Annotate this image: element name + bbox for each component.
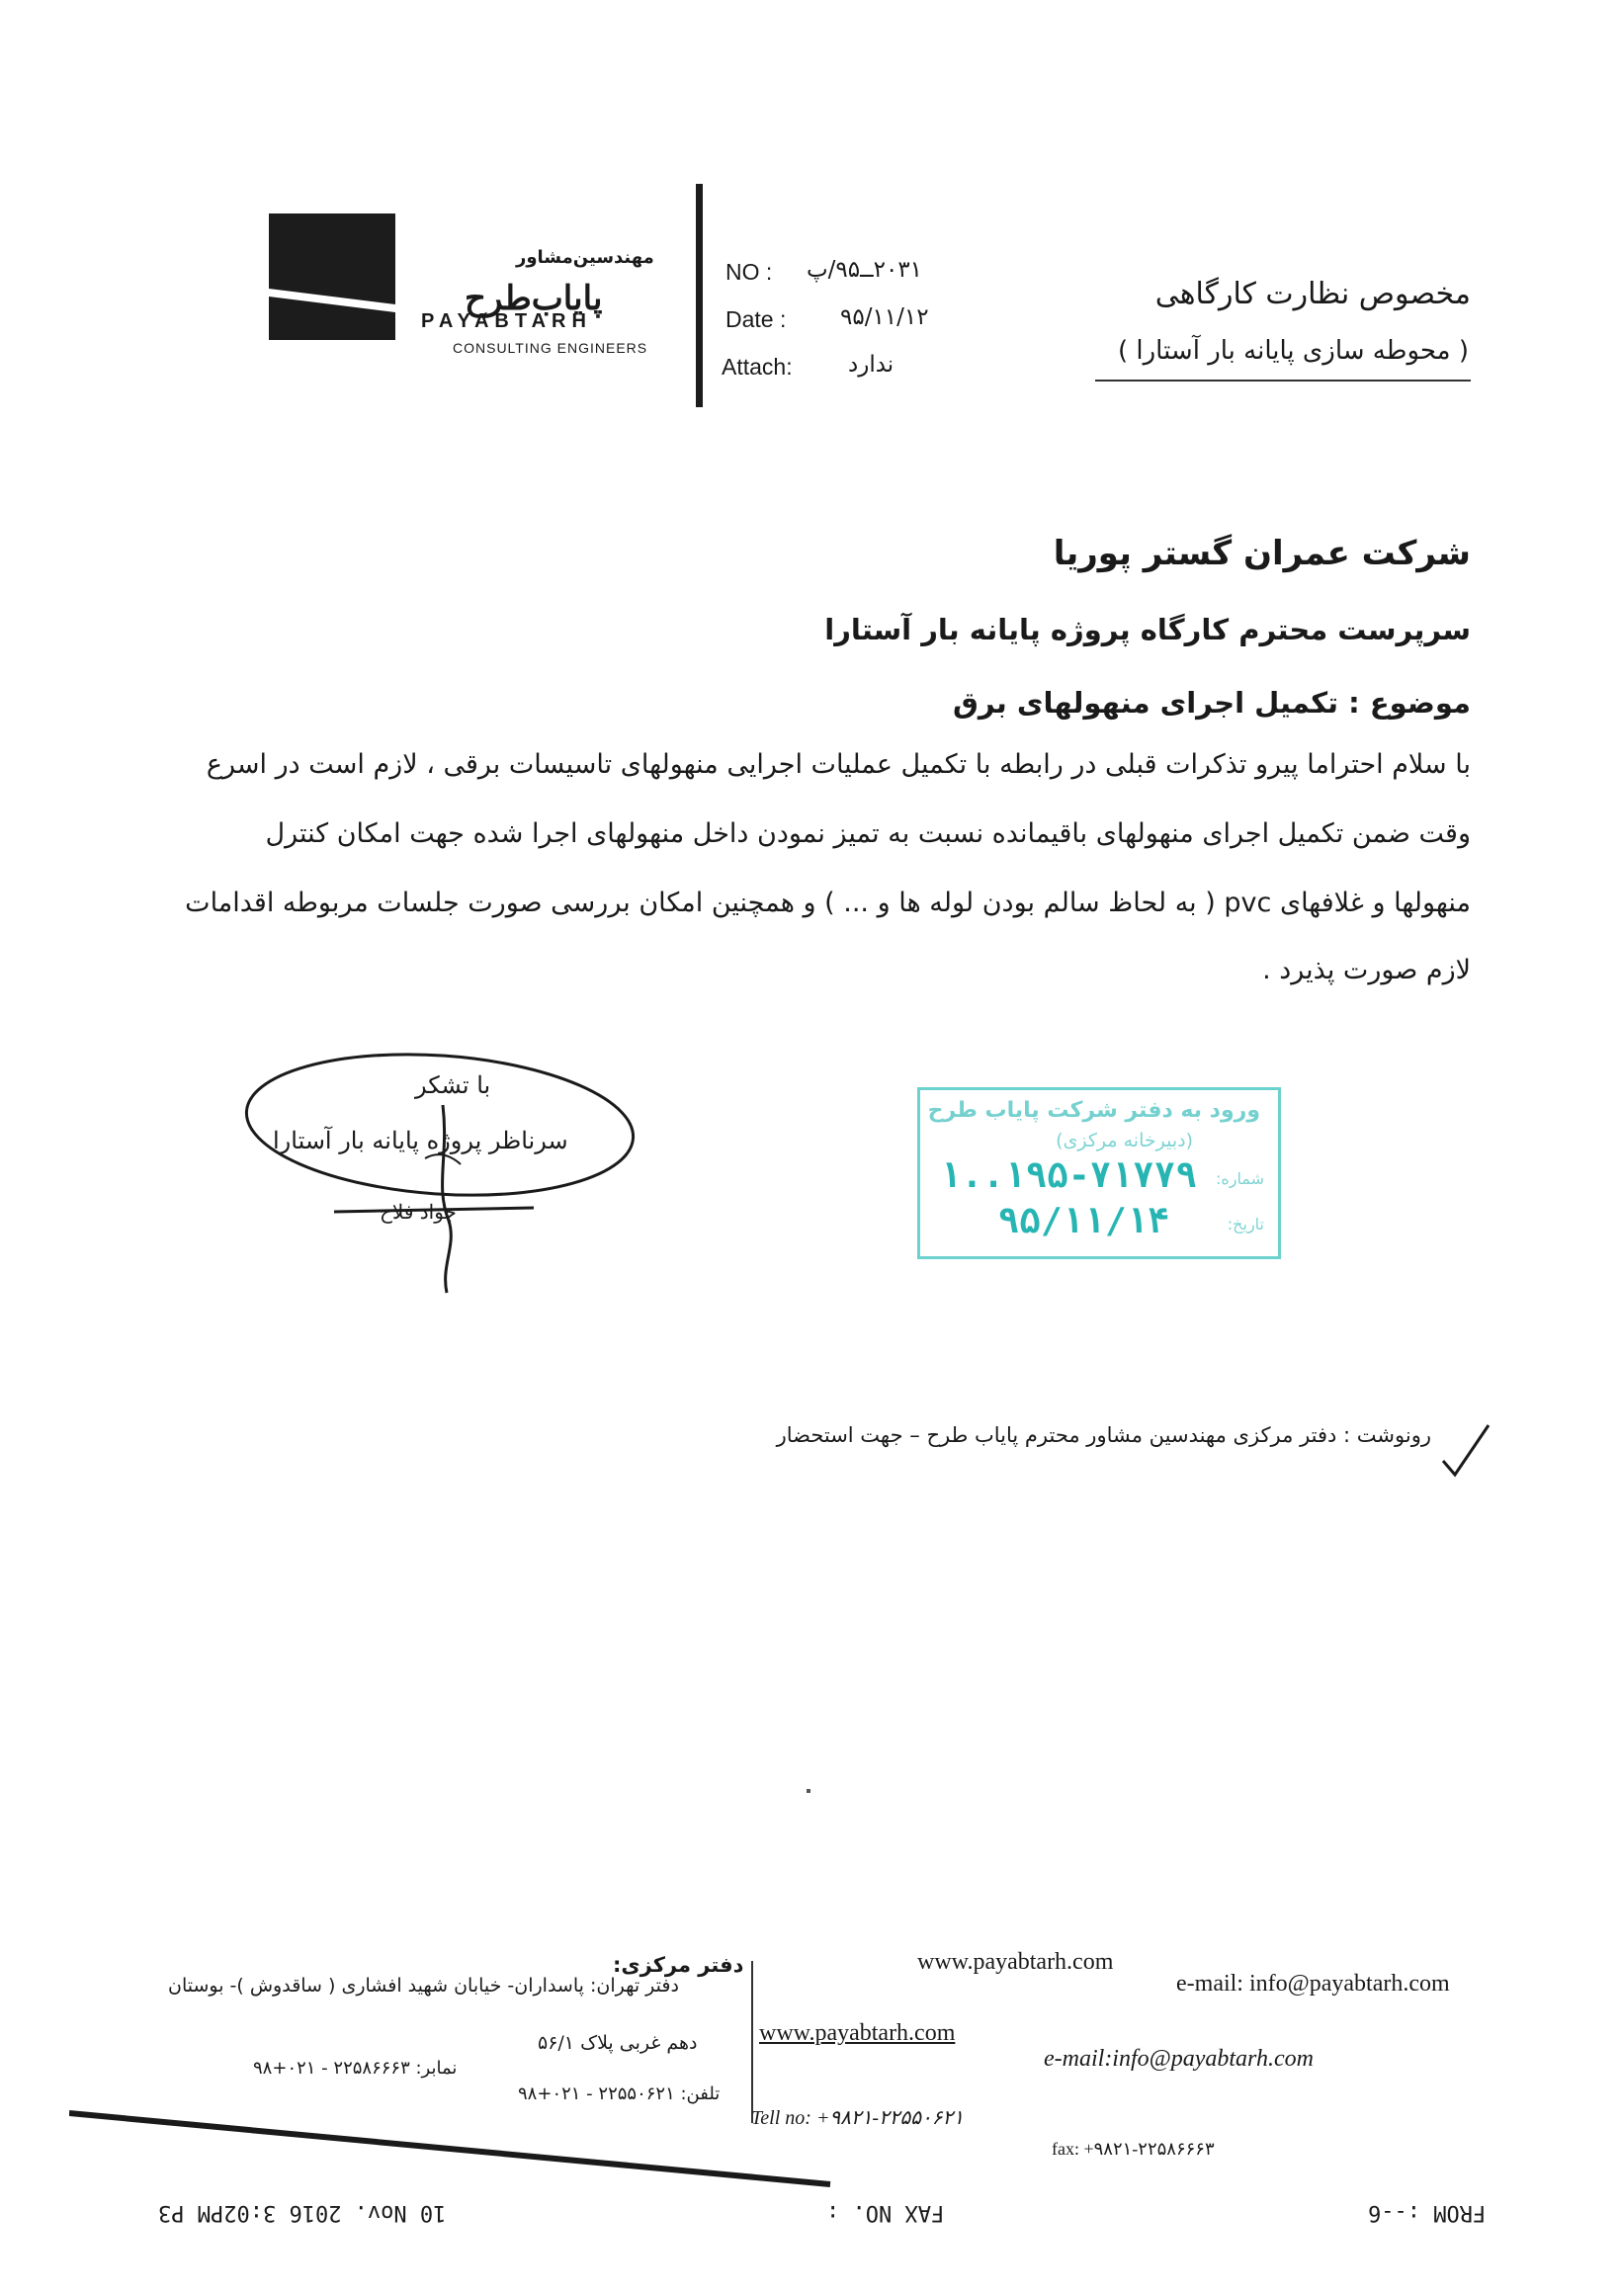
brand-english-name: PAYABTARH	[421, 310, 592, 332]
office-phone: تلفن: ۲۲۵۵۰۶۲۱ - ۰۲۱+۹۸	[518, 2083, 721, 2104]
no-label: NO :	[725, 259, 773, 285]
stamp-date-label: تاریخ:	[1227, 1215, 1264, 1233]
body-line: منهولها و غلافهای pvc ( به لحاظ سالم بودن لوله ها و ... ) و همچنین امکان بررسی صورت جلسات مربوطه اقدامات	[185, 888, 1471, 918]
speck	[807, 1789, 810, 1793]
checkmark-icon	[1437, 1421, 1492, 1481]
supervision-underline	[1095, 380, 1471, 382]
receipt-stamp	[917, 1087, 1281, 1259]
stamp-number-value: ۱..۱۹۵-۷۱۷۷۹	[939, 1155, 1197, 1196]
website-link-secondary[interactable]: www.payabtarh.com	[759, 2020, 956, 2046]
stamp-subtitle: (دبیرخانه مرکزی)	[1056, 1130, 1193, 1151]
cc-note: رونوشت : دفتر مرکزی مهندسین مشاور محترم پایاب طرح – جهت استحضار	[776, 1423, 1431, 1447]
signer-name: جواد فلاح	[380, 1200, 457, 1224]
fax-timestamp: 10 Nov. 2016 3:02PM P3	[158, 2200, 447, 2225]
attach-label: Attach:	[722, 354, 793, 380]
body-line: با سلام احتراما پیرو تذکرات قبلی در رابطه با تکمیل عملیات اجرایی منهولهای تاسیسات برقی ، لازم است در اسرع	[206, 749, 1471, 780]
stamp-number-label: شماره:	[1215, 1169, 1264, 1188]
letter-subject: موضوع : تکمیل اجرای منهولهای برق	[952, 686, 1471, 720]
closing-text: با تشکر	[415, 1071, 491, 1099]
signer-title: سرناظر پروژه پایانه بار آستارا	[273, 1127, 568, 1154]
date-value: ۹۵/۱۱/۱۲	[840, 304, 929, 330]
brand-small-label: مهندسین‌مشاور	[516, 247, 654, 268]
footer-divider	[751, 1961, 753, 2123]
supervision-subtitle: ( محوطه سازی پایانه بار آستارا )	[1117, 336, 1469, 366]
fax-number-label: FAX NO. :	[826, 2200, 945, 2225]
date-label: Date :	[725, 306, 787, 332]
footer-tel: Tell no: +۹۸۲۱-۲۲۵۵۰۶۲۱	[751, 2107, 964, 2129]
fax-from: FROM :--6	[1368, 2200, 1487, 2225]
stamp-title: ورود به دفتر شرکت پایاب طرح	[927, 1098, 1260, 1123]
body-line: لازم صورت پذیرد .	[1262, 955, 1471, 985]
body-line: وقت ضمن تکمیل اجرای منهولهای باقیمانده نسبت به تمیز نمودن داخل منهولهای اجرا شده جهت امکان کنترل	[265, 818, 1471, 849]
footer-fax: fax: +۹۸۲۱-۲۲۵۸۶۶۶۳	[1052, 2139, 1215, 2159]
attach-value: ندارد	[848, 352, 895, 378]
recipient-person: سرپرست محترم کارگاه پروژه پایانه بار آستارا	[824, 613, 1471, 646]
office-title: دفتر مرکزی:	[613, 1953, 744, 1977]
company-logo	[269, 213, 395, 340]
email-link-secondary[interactable]: e-mail:info@payabtarh.com	[1044, 2046, 1314, 2072]
stamp-date-value: ۹۵/۱۱/۱۴	[997, 1201, 1169, 1241]
recipient-company: شرکت عمران گستر پوریا	[1053, 534, 1471, 573]
no-value: ۲۰۳۱ــ۹۵/پ	[807, 257, 923, 283]
brand-persian-name: پایاب‌طرح	[465, 279, 603, 318]
office-address-1: دفتر تهران: پاسداران- خیابان شهید افشاری ( ساقدوش )- بوستان	[168, 1975, 679, 1997]
office-address-2: دهم غربی پلاک ۵۶/۱	[538, 2032, 698, 2054]
email-link[interactable]: e-mail: info@payabtarh.com	[1176, 1971, 1450, 1997]
website-link[interactable]: www.payabtarh.com	[917, 1949, 1114, 1975]
supervision-title: مخصوص نظارت کارگاهی	[1154, 277, 1471, 311]
office-fax: نمابر: ۲۲۵۸۶۶۶۳ - ۰۲۱+۹۸	[253, 2058, 458, 2079]
header-divider	[696, 184, 703, 407]
footer-rule	[69, 2105, 840, 2194]
brand-english-subtitle: CONSULTING ENGINEERS	[453, 340, 648, 356]
